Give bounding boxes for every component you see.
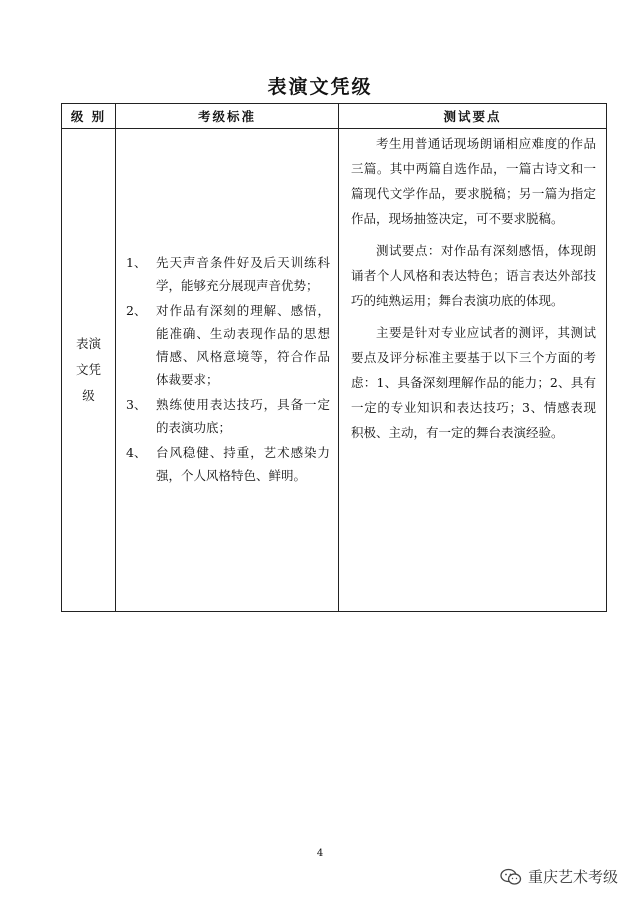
table-row <box>62 129 607 612</box>
standard-number: 4、 <box>126 445 147 460</box>
test-paragraph: 测试要点：对作品有深刻感悟，体现朗诵者个人风格和表达特色；语言表达外部技巧的纯熟运用；舞台表演功底的体现。 <box>351 243 596 308</box>
wechat-icon <box>500 868 522 886</box>
standard-text: 熟练使用表达技巧，具备一定的表演功底； <box>156 397 330 435</box>
header-standard: 考级标准 <box>116 104 339 129</box>
standard-number: 2、 <box>126 303 147 318</box>
standard-text: 台风稳健、持重，艺术感染力强，个人风格特色、鲜明。 <box>156 445 330 483</box>
standard-item <box>126 393 330 439</box>
standard-text: 先天声音条件好及后天训练科学，能够充分展现声音优势； <box>156 255 330 293</box>
page-number: 4 <box>316 848 324 859</box>
test-paragraph: 考生用普通话现场朗诵相应难度的作品三篇。其中两篇自选作品，一篇古诗文和一篇现代文学作品，要求脱稿；另一篇为指定作品，现场抽签决定，可不要求脱稿。 <box>351 136 596 226</box>
standard-text: 对作品有深刻的理解、感悟，能准确、生动表现作品的思想情感、风格意境等，符合作品体裁要求； <box>156 303 330 387</box>
header-level: 级 别 <box>62 104 116 129</box>
watermark-text: 重庆艺术考级 <box>527 868 618 886</box>
grade-standards-table <box>61 103 607 612</box>
watermark <box>500 866 618 887</box>
standards-cell <box>116 129 339 612</box>
test-paragraph: 主要是针对专业应试者的测评，其测试要点及评分标准主要基于以下三个方面的考虑：1、具备深刻理解作品的能力；2、具有一定的专业知识和表达技巧；3、情感表现积极、主动，有一定的舞台表演经验。 <box>351 325 596 440</box>
test-points-cell <box>339 129 607 612</box>
page-title: 表演文凭级 <box>267 76 373 98</box>
header-test-points: 测试要点 <box>339 104 607 129</box>
standard-number: 3、 <box>126 397 147 412</box>
level-cell: 表演文凭级 <box>62 129 116 612</box>
table-header-row <box>62 104 607 129</box>
standard-item <box>126 299 330 391</box>
standard-item <box>126 251 330 297</box>
standard-number: 1、 <box>126 255 147 270</box>
standard-item <box>126 441 330 487</box>
